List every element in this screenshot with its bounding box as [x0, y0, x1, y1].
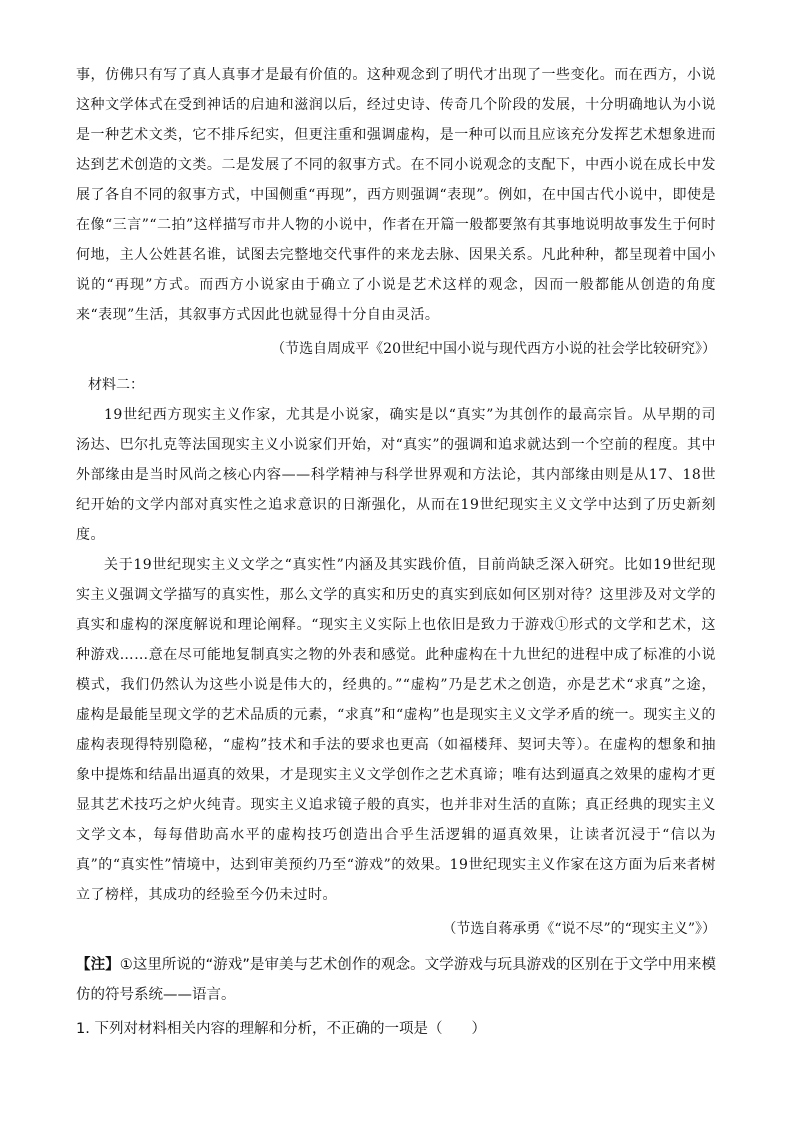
document-body [76, 60, 716, 1044]
material1-paragraph: 事，仿佛只有写了真人真事才是最有价值的。这种观念到了明代才出现了一些变化。而在西方，小说这种文学体式在受到神话的启迪和滋润以后，经过史诗、传奇几个阶段的发展，十分明确地认为小说是一种艺术文类，它不排斥纪实，但更注重和强调虚构，是一种可以而且应该充分发挥艺术想象进而达到艺术创造的文类。二是发展了不同的叙事方式。在不同小说观念的支配下，中西小说在成长中发展了各自不同的叙事方式，中国侧重“再现”，西方则强调“表现”。例如，在中国古代小说中，即使是在像“三言”“二拍”这样描写市井人物的小说中，作者在开篇一般都要煞有其事地说明故事发生于何时何地，主人公姓甚名谁，试图去完整地交代事件的来龙去脉、因果关系。凡此种种，都呈现着中国小说的“再现”方式。而西方小说家由于确立了小说是艺术这样的观念，因而一般都能从创造的角度来“表现”生活，其叙事方式因此也就显得十分自由灵活。 [76, 67, 716, 323]
material2-heading: 材料二： [88, 377, 144, 393]
material2-paragraph-2: 关于19世纪现实主义文学之“真实性”内涵及其实践价值，目前尚缺乏深入研究。比如19世纪现实主义强调文学描写的真实性，那么文学的真实和历史的真实到底如何区别对待？这里涉及对文学的真实和虚构的深度解说和理论阐释。“现实主义实际上也依旧是致力于游戏①形式的文学和艺术，这种游戏……意在尽可能地复制真实之物的外表和感觉。此种虚构在十九世纪的进程中成了标准的小说模式，我们仍然认为这些小说是伟大的，经典的。”“虚构”乃是艺术之创造，亦是艺术“求真”之途，虚构是最能呈现文学的艺术品质的元素，“求真”和“虚构”也是现实主义文学矛盾的统一。现实主义的虚构表现得特别隐秘，“虚构”技术和手法的要求也更高（如福楼拜、契诃夫等）。在虚构的想象和抽象中提炼和结晶出逼真的效果，才是现实主义文学创作之艺术真谛；唯有达到逼真之效果的虚构才更显其艺术技巧之炉火纯青。现实主义追求镜子般的真实，也并非对生活的直陈；真正经典的现实主义文学文本，每每借助高水平的虚构技巧创造出合乎生活逻辑的逼真效果，让读者沉浸于“信以为真”的“真实性”情境中，达到审美预约乃至“游戏”的效果。19世纪现实主义作家在这方面为后来者树立了榜样，其成功的经验至今仍未过时。 [76, 557, 716, 903]
material2-source: （节选自蒋承勇《“说不尽”的“现实主义”》） [442, 921, 716, 937]
material1-source: （节选自周成平《20世纪中国小说与现代西方小说的社会学比较研究》） [271, 341, 716, 357]
note [76, 950, 716, 1010]
note-text: ①这里所说的“游戏”是审美与艺术创作的观念。文学游戏与玩具游戏的区别在于文学中用来模仿的符号系统——语言。 [76, 957, 716, 1003]
question-1: 1. 下列对材料相关内容的理解和分析，不正确的一项是（ ） [76, 1021, 486, 1037]
material2-paragraph-1: 19世纪西方现实主义作家，尤其是小说家，确实是以“真实”为其创作的最高宗旨。从早期的司汤达、巴尔扎克等法国现实主义小说家们开始，对“真实”的强调和追求就达到一个空前的程度。其中外部缘由是当时风尚之核心内容——科学精神与科学世界观和方法论，其内部缘由则是从17、18世纪开始的文学内部对真实性之追求意识的日渐强化，从而在19世纪现实主义文学中达到了历史新刻度。 [76, 407, 716, 543]
note-tag: 【注】 [76, 957, 120, 973]
